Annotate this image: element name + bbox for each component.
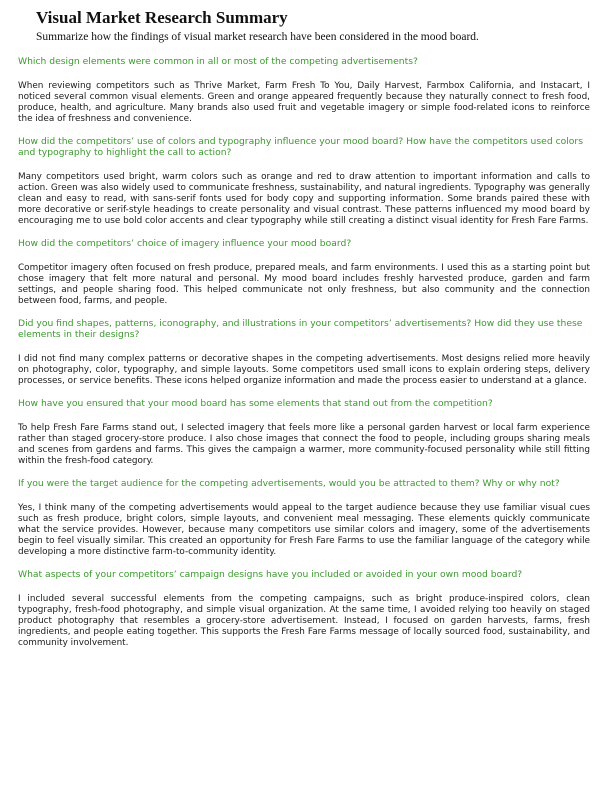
answer-6: Yes, I think many of the competing advertisements would appeal to the target audience because they use familiar visual cues such as fresh produce, bright colors, simple layouts, and convenient meal messaging. These elements quickly communicate what the service provides. However, because many competitors use similar colors and imagery, some of the advertisements begin to feel visually similar. This created an opportunity for Fresh Fare Farms to use the familiar language of the category while developing a more distinctive farm-to-community identity. — [18, 503, 590, 557]
answer-2: Many competitors used bright, warm colors such as orange and red to draw attention to important information and calls to action. Green was also widely used to communicate freshness, sustainability, and natural ingredients. Typography was generally clean and easy to read, with sans-serif fonts used for body copy and supporting information. Some brands paired these with more decorative or serif-style headings to create personality and visual contrast. These patterns influenced my mood board by encouraging me to use bold color accents and clear typography while still creating a distinct visual identity for Fresh Fare Farms. — [18, 172, 590, 226]
qa-section-2 — [18, 136, 612, 227]
answer-1: When reviewing competitors such as Thrive Market, Farm Fresh To You, Daily Harvest, Farmbox California, and Instacart, I noticed several common visual elements. Green and orange appeared frequently because they naturally connect to fresh food, produce, health, and agriculture. Many brands also used fruit and vegetable imagery or simple food-related icons to reinforce the idea of freshness and convenience. — [18, 81, 590, 124]
qa-section-7 — [18, 569, 612, 649]
question-7: What aspects of your competitors’ campaign designs have you included or avoided in your own mood board? — [18, 569, 523, 580]
answer-7: I included several successful elements from the competing campaigns, such as bright produce-inspired colors, clean typography, fresh-food photography, and simple visual organization. At the same time, I avoided relying too heavily on staged product photography that resembles a grocery-store advertisement. Instead, I focused on garden harvests, farms, fresh ingredients, and people eating together. This supports the Fresh Fare Farms message of locally sourced food, sustainability, and community involvement. — [18, 594, 590, 648]
answer-4: I did not find many complex patterns or decorative shapes in the competing advertisements. Most designs relied more heavily on photography, color, typography, and simple layouts. Some competitors used small icons to explain ordering steps, delivery processes, or service benefits. These icons helped organize information and made the process easier to understand at a glance. — [18, 354, 590, 386]
question-4: Did you find shapes, patterns, iconography, and illustrations in your competitors’ advertisements? How did they use these elements in their designs? — [18, 318, 583, 340]
page-subtitle: Summarize how the findings of visual market research have been considered in the mood board. — [36, 31, 479, 43]
answer-5: To help Fresh Fare Farms stand out, I selected imagery that feels more like a personal garden harvest or local farm experience rather than staged grocery-store produce. I also chose images that connect the food to people, including groups sharing meals and scenes from gardens and farms. This gives the campaign a warmer, more community-focused personality while still fitting within the fresh-food category. — [18, 423, 590, 466]
qa-section-3 — [18, 238, 612, 307]
answer-3: Competitor imagery often focused on fresh produce, prepared meals, and farm environments. I used this as a starting point but chose imagery that felt more natural and personal. My mood board includes freshly harvested produce, garden and farm settings, and people sharing food. This helped communicate not only freshness, but also community and the connection between food, farms, and people. — [18, 263, 590, 306]
qa-section-4 — [18, 318, 612, 387]
question-5: How have you ensured that your mood board has some elements that stand out from the competition? — [18, 398, 493, 409]
page-title: Visual Market Research Summary — [36, 8, 288, 27]
question-6: If you were the target audience for the competing advertisements, would you be attracted to them? Why or why not? — [18, 478, 560, 489]
question-1: Which design elements were common in all or most of the competing advertisements? — [18, 56, 418, 67]
qa-section-1 — [18, 56, 612, 125]
question-2: How did the competitors’ use of colors and typography influence your mood board? How have the competitors used colors and typography to highlight the call to action? — [18, 136, 583, 158]
qa-section-5 — [18, 398, 612, 467]
qa-section-6 — [18, 478, 612, 558]
question-3: How did the competitors’ choice of imagery influence your mood board? — [18, 238, 352, 249]
